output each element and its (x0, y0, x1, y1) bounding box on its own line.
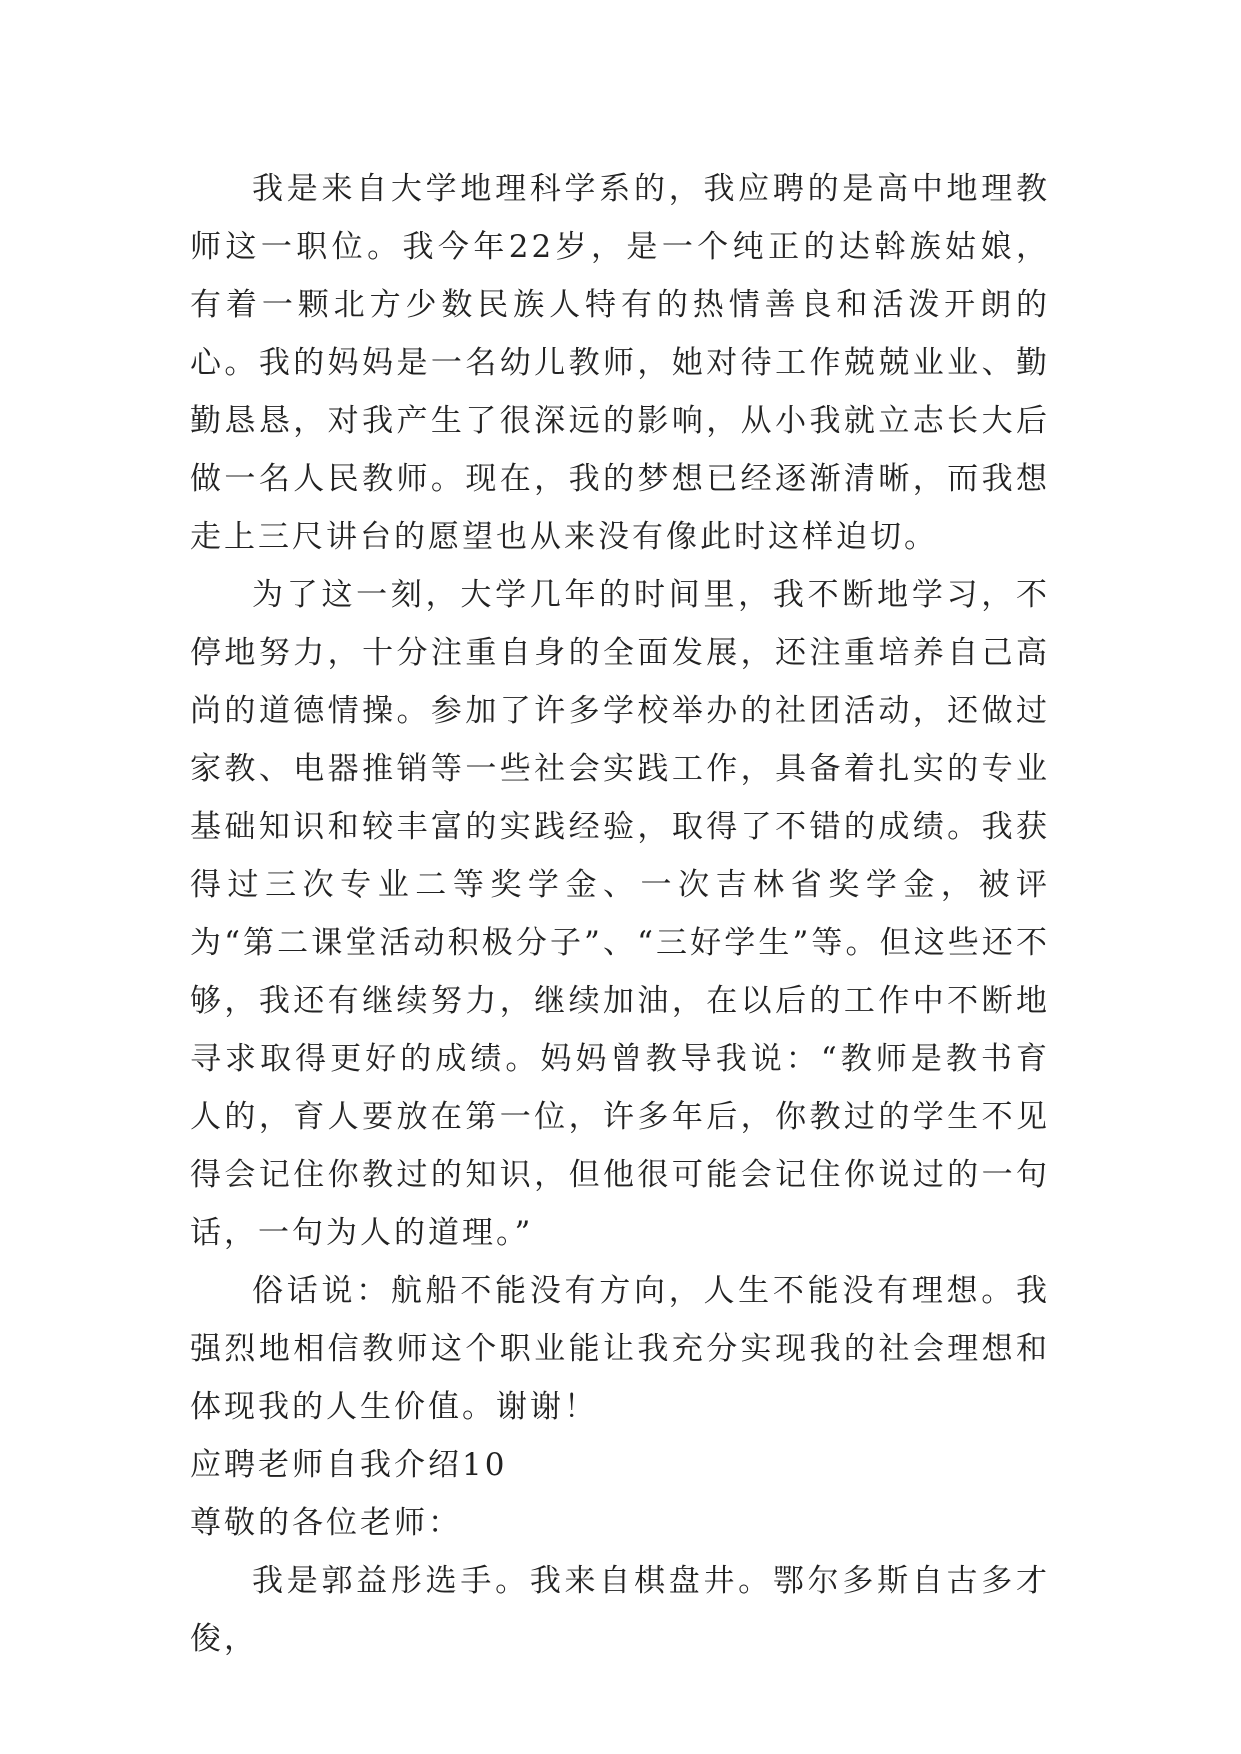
paragraph-new-intro: 我是郭益彤选手。我来自棋盘井。鄂尔多斯自古多才俊， (190, 1563, 1050, 1657)
paragraph-university-experience: 为了这一刻，大学几年的时间里，我不断地学习，不停地努力，十分注重自身的全面发展，还注重培养自己高尚的道德情操。参加了许多学校举办的社团活动，还做过家教、电器推销等一些社会实践工作，具备着扎实的专业基础知识和较丰富的实践经验，取得了不错的成绩。我获得过三次专业二等奖学金、一次吉林省奖学金，被评为“第二课堂活动积极分子”、“三好学生”等。但这些还不够，我还有继续努力，继续加油，在以后的工作中不断地寻求取得更好的成绩。妈妈曾教导我说：“教师是教书育人的，育人要放在第一位，许多年后，你教过的学生不见得会记住你教过的知识，但他很可能会记住你说过的一句话，一句为人的道理。” (190, 577, 1050, 1251)
section-title: 应聘老师自我介绍10 (190, 1447, 508, 1483)
paragraph-intro: 我是来自大学地理科学系的，我应聘的是高中地理教师这一职位。我今年22岁，是一个纯正的达斡族姑娘，有着一颗北方少数民族人特有的热情善良和活泼开朗的心。我的妈妈是一名幼儿教师，她对待工作兢兢业业、勤勤恳恳，对我产生了很深远的影响，从小我就立志长大后做一名人民教师。现在，我的梦想已经逐渐清晰，而我想走上三尺讲台的愿望也从来没有像此时这样迫切。 (190, 171, 1050, 555)
document-body (190, 160, 1050, 1668)
salutation: 尊敬的各位老师： (190, 1505, 462, 1541)
paragraph-closing: 俗话说：航船不能没有方向，人生不能没有理想。我强烈地相信教师这个职业能让我充分实现我的社会理想和体现我的人生价值。谢谢！ (190, 1273, 1050, 1425)
